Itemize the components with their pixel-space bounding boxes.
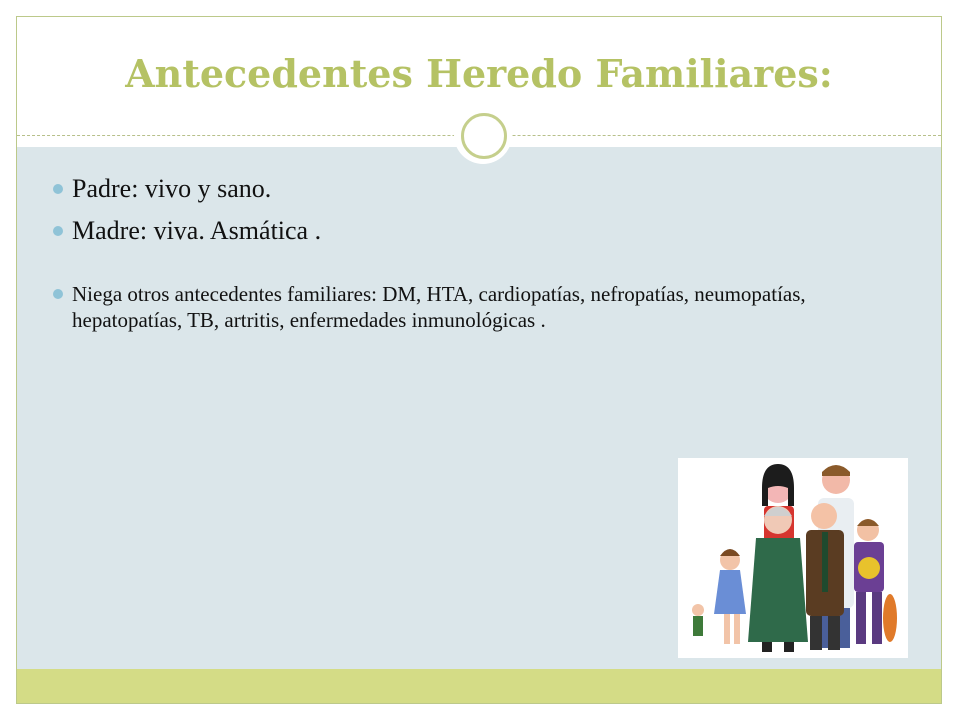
slide-title: Antecedentes Heredo Familiares: (125, 51, 833, 96)
family-illustration (678, 458, 908, 658)
bullet-icon (53, 289, 63, 299)
slide (16, 16, 942, 704)
bullet-text: Padre: vivo y sano. (72, 174, 272, 203)
bullet-list (53, 173, 913, 333)
bullet-icon (53, 226, 63, 236)
circle-ornament-icon (461, 113, 507, 159)
bullet-text: Niega otros antecedentes familiares: DM, HTA, cardiopatías, nefropatías, neumopatías, hepatopatías, TB, artritis, enfermedades inmunológicas . (72, 282, 806, 332)
bullet-icon (53, 184, 63, 194)
bullet-item (53, 215, 913, 247)
bullet-text: Madre: viva. Asmática . (72, 216, 322, 245)
family-group-icon (678, 458, 908, 658)
bullet-item (53, 281, 852, 333)
footer-bar (17, 669, 941, 703)
bullet-item (53, 173, 913, 205)
